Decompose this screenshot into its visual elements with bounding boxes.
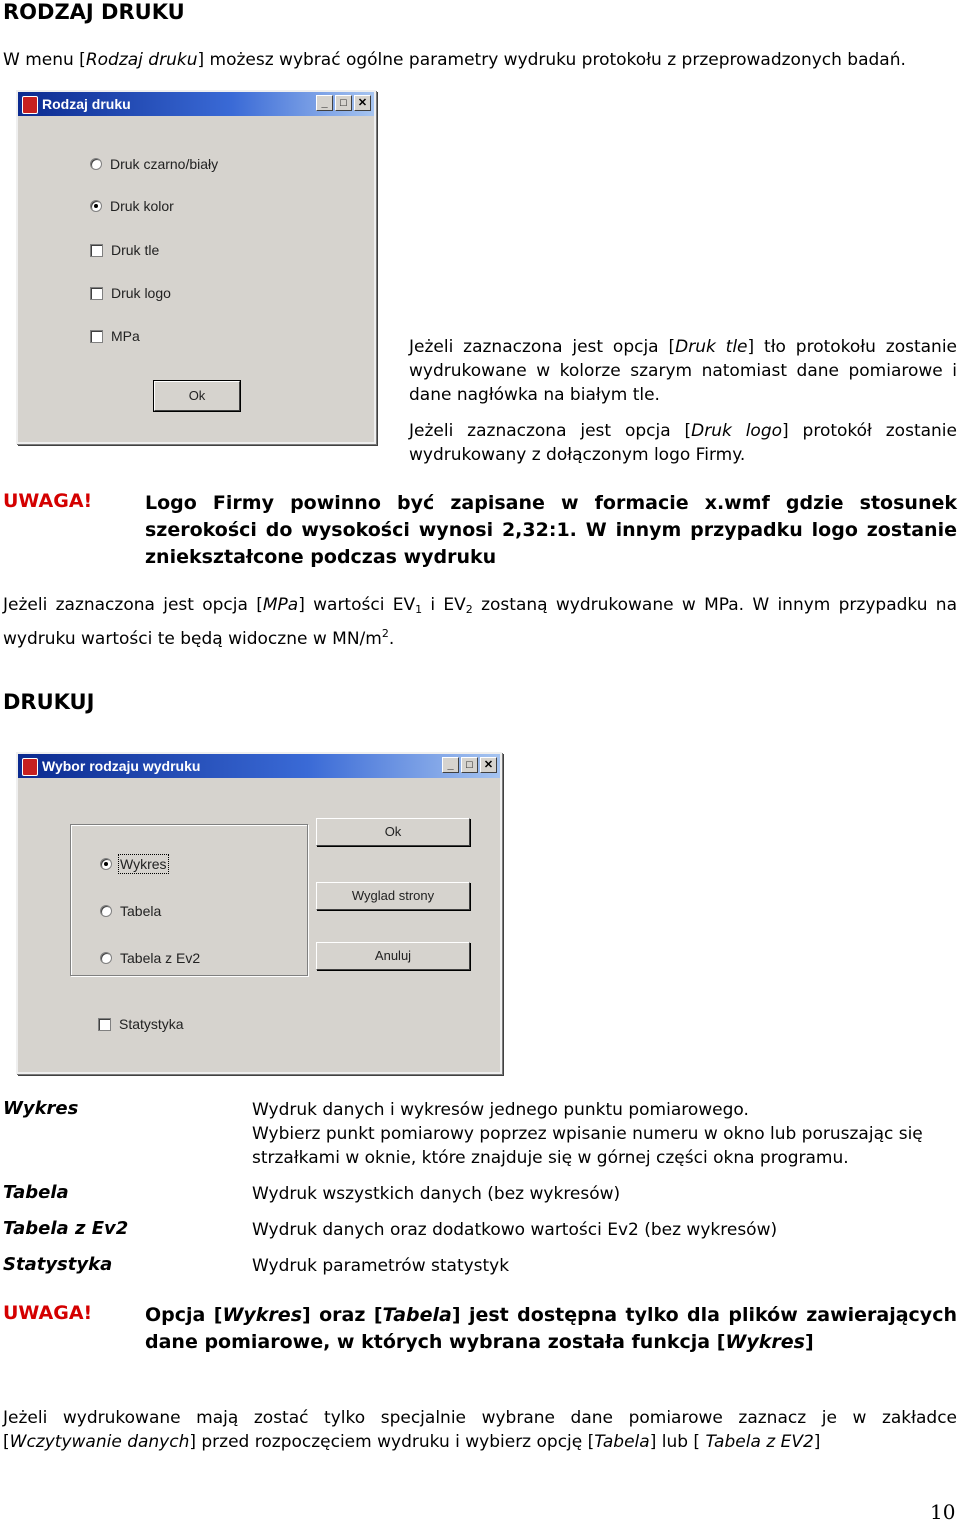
warning-label: UWAGA! xyxy=(3,1302,93,1324)
rodzaj-druku-dialog xyxy=(16,90,376,444)
menu-name: Rodzaj druku xyxy=(85,50,198,70)
page-number: 10 xyxy=(930,1500,956,1524)
text: Opcja [ xyxy=(145,1304,223,1326)
option-druk-kolor[interactable] xyxy=(90,198,174,214)
radio-wykres[interactable] xyxy=(100,856,167,872)
intro-paragraph xyxy=(3,48,953,72)
option-druk-logo[interactable] xyxy=(90,285,171,301)
dialog-title: Rodzaj druku xyxy=(42,96,131,112)
maximize-icon[interactable]: □ xyxy=(335,95,352,111)
option-druk-czarno-bialy[interactable] xyxy=(90,156,218,172)
checkbox[interactable] xyxy=(98,1018,111,1031)
text: ] możesz wybrać ogólne parametry wydruku protokołu z przeprowadzonych badań. xyxy=(197,50,906,70)
option-label: Wykres xyxy=(120,856,167,872)
text: Jeżeli zaznaczona jest opcja [ xyxy=(409,337,676,357)
dialog-titlebar xyxy=(18,754,500,778)
cancel-button[interactable]: Anuluj xyxy=(316,942,470,970)
text: W menu [ xyxy=(3,50,86,70)
close-icon[interactable]: ✕ xyxy=(480,757,497,773)
text: Jeżeli zaznaczona jest opcja [ xyxy=(3,595,263,615)
option-mpa[interactable] xyxy=(90,328,140,344)
close-icon[interactable]: ✕ xyxy=(354,95,371,111)
app-icon xyxy=(22,96,38,114)
dialog-title: Wybor rodzaju wydruku xyxy=(42,758,201,774)
option-name: Wykres xyxy=(222,1304,302,1326)
paragraph-selected-data xyxy=(3,1406,957,1454)
option-name: Wykres xyxy=(725,1331,805,1353)
subscript: 1 xyxy=(415,603,423,616)
text: ] xyxy=(813,1432,821,1452)
option-name: Tabela xyxy=(594,1432,650,1452)
text: ] lub [ xyxy=(649,1432,706,1452)
paragraph-druk-logo xyxy=(409,419,957,467)
text: ] przed rozpoczęciem wydruku i wybierz opcję [ xyxy=(189,1432,595,1452)
page-preview-button[interactable]: Wyglad strony xyxy=(316,882,470,910)
term-tabela: Tabela xyxy=(3,1182,69,1203)
checkbox[interactable] xyxy=(90,244,103,257)
option-label: Tabela xyxy=(120,903,162,919)
minimize-icon[interactable]: _ xyxy=(442,757,459,773)
subscript: 2 xyxy=(465,603,473,616)
option-label: Druk kolor xyxy=(110,198,174,214)
warning-label: UWAGA! xyxy=(3,490,93,512)
option-name: Druk tle xyxy=(675,337,748,357)
app-icon xyxy=(22,758,38,776)
text: . xyxy=(388,629,395,649)
checkbox-statystyka[interactable] xyxy=(98,1016,184,1032)
desc-tabela-z-ev2: Wydruk danych oraz dodatkowo wartości Ev2 (bez wykresów) xyxy=(252,1220,778,1240)
option-label: Druk logo xyxy=(111,285,171,301)
paragraph-druk-tle xyxy=(409,335,957,407)
ok-button[interactable]: Ok xyxy=(316,818,470,846)
dialog-titlebar xyxy=(18,92,374,116)
radio-tabela-z-ev2[interactable] xyxy=(100,950,200,966)
warning-text-logo: Logo Firmy powinno być zapisane w formacie x.wmf gdzie stosunek szerokości do wysokości wynosi 2,32:1. W innym przypadku logo zostanie zniekształcone podczas wydruku xyxy=(145,492,957,568)
radio-button[interactable] xyxy=(100,858,112,870)
maximize-icon[interactable]: □ xyxy=(461,757,478,773)
text: ] oraz [ xyxy=(302,1304,383,1326)
desc-tabela: Wydruk wszystkich danych (bez wykresów) xyxy=(252,1184,621,1204)
option-label: Druk czarno/biały xyxy=(110,156,219,172)
checkbox[interactable] xyxy=(90,287,103,300)
section-heading-rodzaj-druku: RODZAJ DRUKU xyxy=(3,0,185,24)
option-name: MPa xyxy=(262,595,299,615)
minimize-icon[interactable]: _ xyxy=(316,95,333,111)
option-label: Druk tle xyxy=(111,242,160,258)
text: i EV xyxy=(422,595,466,615)
term-tabela-z-ev2: Tabela z Ev2 xyxy=(3,1218,129,1239)
option-name: Druk logo xyxy=(691,421,783,441)
option-druk-tle[interactable] xyxy=(90,242,159,258)
section-heading-drukuj: DRUKUJ xyxy=(3,690,95,714)
checkbox[interactable] xyxy=(90,330,103,343)
option-name: Tabela z EV2 xyxy=(705,1432,814,1452)
wybor-rodzaju-wydruku-dialog xyxy=(16,752,502,1074)
radio-button[interactable] xyxy=(90,200,102,212)
text: Wydruk danych i wykresów jednego punktu pomiarowego. xyxy=(252,1100,749,1120)
desc-wykres xyxy=(252,1098,957,1170)
radio-tabela[interactable] xyxy=(100,903,161,919)
text: ] xyxy=(804,1331,814,1353)
term-wykres: Wykres xyxy=(3,1098,79,1119)
desc-statystyka: Wydruk parametrów statystyk xyxy=(252,1256,510,1276)
ok-button[interactable]: Ok xyxy=(154,381,240,411)
superscript: 2 xyxy=(381,627,389,640)
text: ] tło protokołu zostanie wydrukowane w kolorze szarym natomiast dane pomiarowe i dane nagłówka na białym tle. xyxy=(409,337,957,405)
text: ] wartości EV xyxy=(298,595,416,615)
text: Jeżeli zaznaczona jest opcja [ xyxy=(409,421,692,441)
term-statystyka: Statystyka xyxy=(3,1254,113,1275)
tab-name: Wczytywanie danych xyxy=(9,1432,190,1452)
text: ] protokół zostanie wydrukowany z dołączonym logo Firmy. xyxy=(409,421,957,465)
option-label: Tabela z Ev2 xyxy=(120,950,201,966)
text: Jeżeli wydrukowane mają zostać tylko specjalnie wybrane dane pomiarowe zaznacz je w zakładce [ xyxy=(3,1408,957,1452)
radio-button[interactable] xyxy=(100,952,112,964)
radio-button[interactable] xyxy=(90,158,102,170)
option-name: Tabela xyxy=(382,1304,452,1326)
radio-button[interactable] xyxy=(100,905,112,917)
paragraph-mpa xyxy=(3,593,957,651)
text: Wybierz punkt pomiarowy poprzez wpisanie numeru w okno lub poruszając się strzałkami w oknie, które znajduje się w górnej części okna programu. xyxy=(252,1124,923,1168)
option-label: Statystyka xyxy=(119,1016,184,1032)
option-label: MPa xyxy=(111,328,140,344)
text: ] jest dostępna tylko dla plików zawierających dane pomiarowe, w których wybrana została funkcja [ xyxy=(145,1304,957,1353)
text: zostaną wydrukowane w MPa. W innym przypadku na wydruku wartości te będą widoczne w MN/m xyxy=(3,595,957,649)
warning-text-wykres xyxy=(145,1302,957,1356)
